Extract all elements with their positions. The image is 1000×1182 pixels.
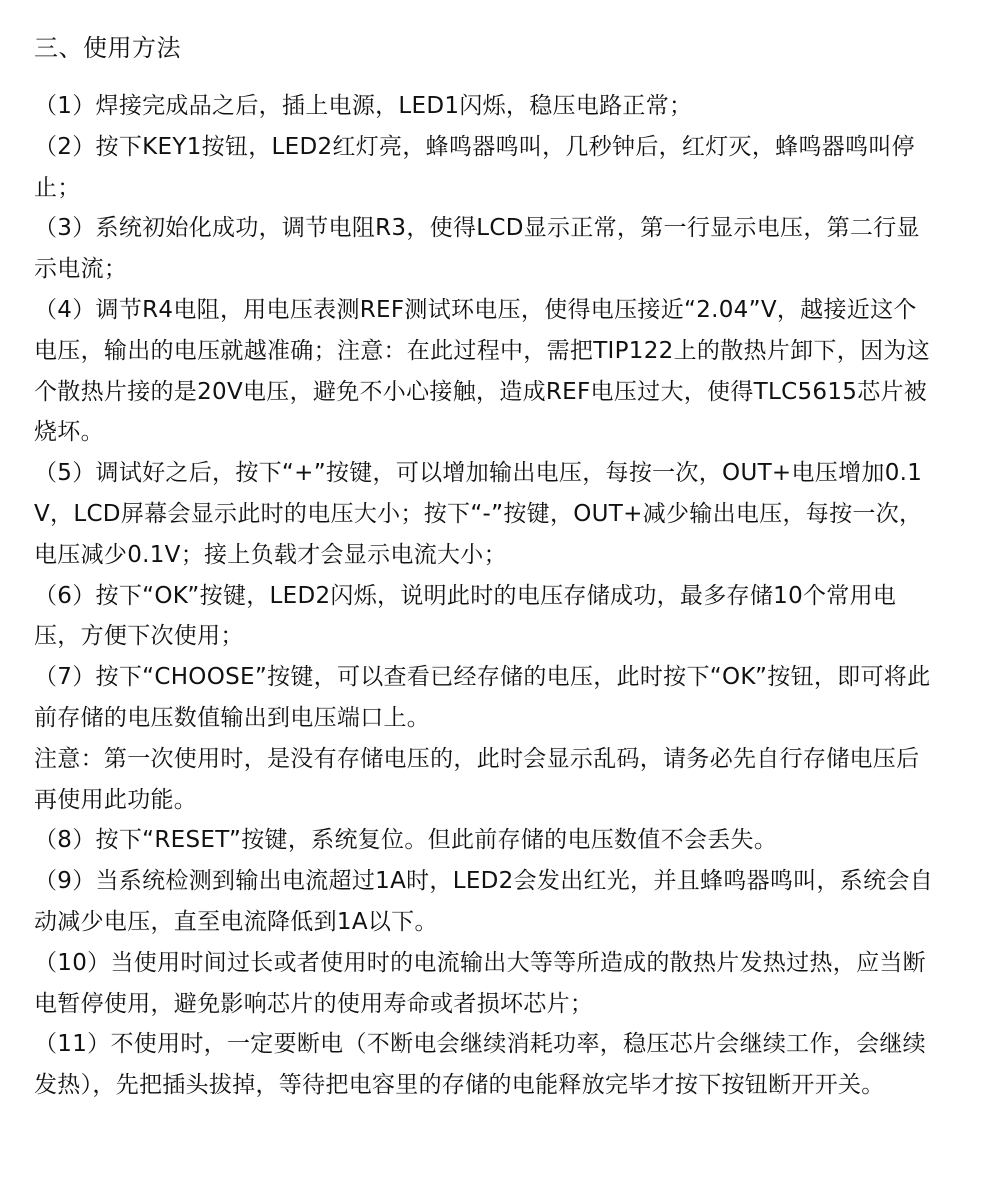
step-7-paragraph: （7）按下“CHOOSE”按键，可以查看已经存储的电压，此时按下“OK”按钮，即可将此前存储的电压数值输出到电压端口上。 — [34, 664, 931, 731]
step-5-paragraph: （5）调试好之后，按下“+”按键，可以增加输出电压，每按一次，OUT+电压增加0.1V，LCD屏幕会显示此时的电压大小；按下“-”按键，OUT+减少输出电压，每按一次，电压减少0.1V；接上负载才会显示电流大小； — [34, 460, 923, 568]
step-11-paragraph: （11）不使用时，一定要断电（不断电会继续消耗功率，稳压芯片会继续工作，会继续发热），先把插头拔掉，等待把电容里的存储的电能释放完毕才按下按钮断开开关。 — [34, 1031, 926, 1099]
step-4-paragraph: （4）调节R4电阻，用电压表测REF测试环电压，使得电压接近“2.04”V，越接近这个电压，输出的电压就越准确；注意：在此过程中，需把TIP122上的散热片卸下，因为这个散热片接的是20V电压，避免不小心接触，造成REF电压过大，使得TLC5615芯片被烧坏。 — [34, 296, 930, 446]
step-10-paragraph: （10）当使用时间过长或者使用时的电流输出大等等所造成的散热片发热过热，应当断电暂停使用，避免影响芯片的使用寿命或者损坏芯片； — [34, 949, 926, 1017]
step-2-paragraph: （2）按下KEY1按钮，LED2红灯亮，蜂鸣器鸣叫，几秒钟后，红灯灭，蜂鸣器鸣叫停止； — [34, 133, 915, 201]
step-6-paragraph: （6）按下“OK”按键，LED2闪烁，说明此时的电压存储成功，最多存储10个常用电压，方便下次使用； — [34, 582, 897, 650]
step-3-paragraph: （3）系统初始化成功，调节电阻R3，使得LCD显示正常，第一行显示电压，第二行显示电流； — [34, 215, 920, 283]
step-1-paragraph: （1）焊接完成品之后，插上电源，LED1闪烁，稳压电路正常； — [34, 93, 693, 119]
step-8-paragraph: （8）按下“RESET”按键，系统复位。但此前存储的电压数值不会丢失。 — [34, 827, 778, 854]
section-title: 三、使用方法 — [34, 34, 181, 62]
note-paragraph: 注意：第一次使用时，是没有存储电压的，此时会显示乱码，请务必先自行存储电压后再使用此功能。 — [34, 745, 920, 813]
step-9-paragraph: （9）当系统检测到输出电流超过1A时，LED2会发出红光，并且蜂鸣器鸣叫，系统会自动减少电压，直至电流降低到1A以下。 — [34, 868, 933, 935]
